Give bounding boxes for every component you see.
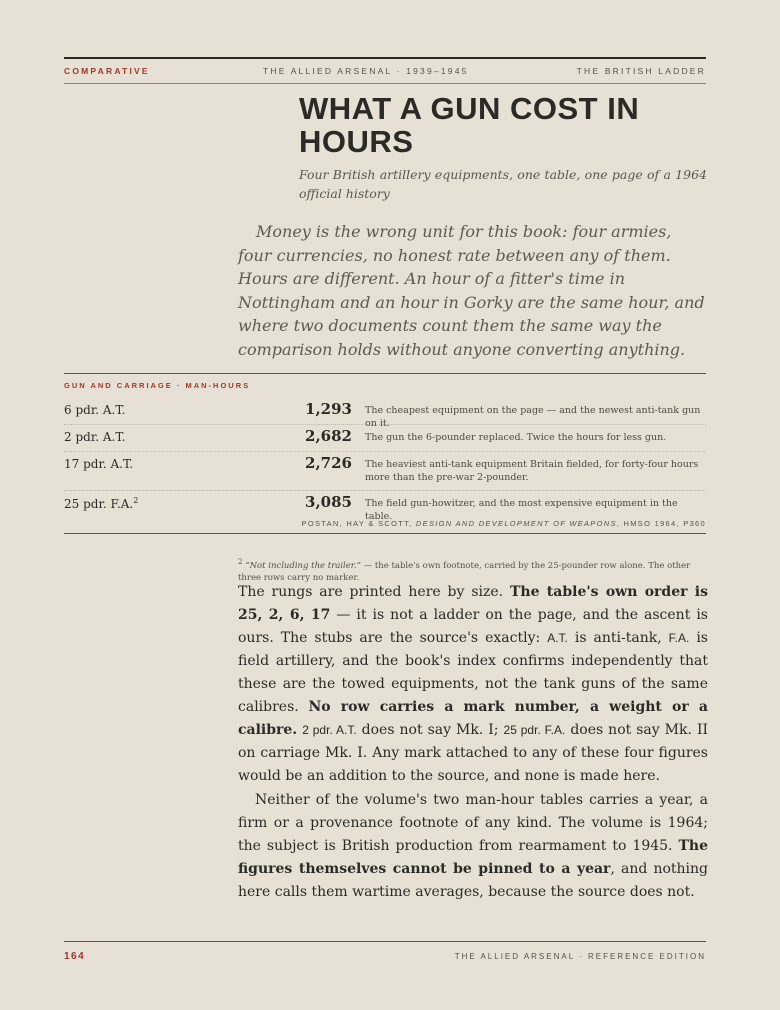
footnote: $^2$ “Not including the trailer.” — the table's own footnote, carried by the 25-pounder row alone. The other three rows carry no marker. [238,557,691,583]
footer-edition: THE ALLIED ARSENAL · REFERENCE EDITION [454,952,706,961]
row-note: The heaviest anti-tank equipment Britain fielded, for forty-four hours more than the pre-war 2-pounder. [365,459,699,483]
row-value: 2,682 [305,427,352,445]
page-number: 164 [64,951,86,962]
table-row [64,425,706,452]
page-footer [64,941,706,962]
page-title: WHAT A GUN COST IN HOURS [299,91,640,159]
row-stub: 2 pdr. A.T. [64,430,126,444]
lede-paragraph: Money is the wrong unit for this book: four armies, four currencies, no honest rate between any of them. Hours are different. An hour of a fitter's time in Nottingham and an hour in Gorky are the same hour, and where two documents count them the same way the comparison holds without anyone converting anything. [238,222,705,359]
row-note: The gun the 6-pounder replaced. Twice the hours for less gun. [365,432,667,443]
row-stub: 17 pdr. A.T. [64,457,134,471]
page-subtitle: Four British artillery equipments, one table, one page of a 1964 official history [299,167,707,201]
table-bottom-rule [64,533,706,534]
table-row [64,491,706,522]
row-value: 2,726 [305,454,352,472]
chapter-title-head: THE BRITISH LADDER [576,66,706,76]
body-paragraph-2: Neither of the volume's two man-hour tables carries a year, a firm or a provenance footnote of any kind. The volume is 1964; the subject is British production from rearmament to 1945. The figures themselves cannot be pinned to a year, and nothing here calls them wartime averages, because the source does not. [238,792,708,900]
table-source: POSTAN, HAY & SCOTT, DESIGN AND DEVELOPMENT OF WEAPONS, HMSO 1964, P360 [301,519,706,528]
row-value: 3,085 [305,493,352,511]
running-head [64,57,706,84]
table-top-rule [64,373,706,374]
table-row [64,398,706,429]
book-title-head: THE ALLIED ARSENAL · 1939–1945 [263,66,469,76]
table-row [64,452,706,491]
body-paragraph-1: The rungs are printed here by size. The table's own order is 25, 2, 6, 17 — it is not a ladder on the page, and the ascent is ours. The stubs are the source's exactly: A.T. is anti-tank, F.A. is field artillery, and the book's index confirms independently that these are the towed equipments, not the tank guns of the same calibres. No row carries a mark number, a weight or a calibre. 2 pdr. A.T. does not say Mk. I; 25 pdr. F.A. does not say Mk. II on carriage Mk. I. Any mark attached to any of these four figures would be an addition to the source, and none is made here. [238,584,709,784]
footnote-marker: 2 [133,496,139,505]
man-hours-table [64,398,706,522]
row-stub: 25 pdr. F.A.$^2$ [64,496,139,511]
row-stub: 6 pdr. A.T. [64,403,126,417]
row-note: The cheapest equipment on the page — and the newest anti-tank gun on it. [365,405,701,429]
row-value: 1,293 [305,400,352,418]
row-note: The field gun-howitzer, and the most expensive equipment in the table. [365,498,678,522]
section-label: COMPARATIVE [64,66,150,76]
table-caption: GUN AND CARRIAGE · MAN-HOURS [64,381,251,390]
